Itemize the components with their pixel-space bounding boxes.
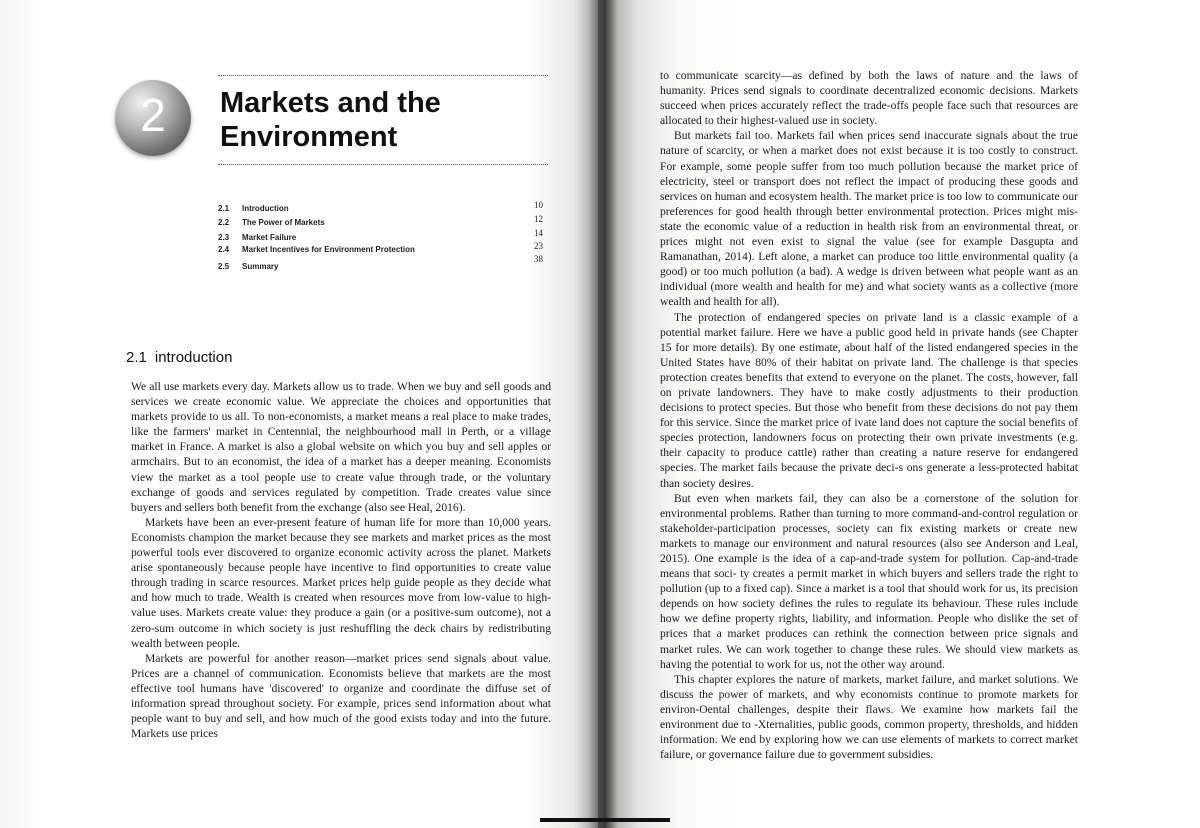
toc-num: 2.4 bbox=[218, 245, 230, 254]
paragraph: The protection of endangered species on private land is a classic example of a potential market failure. Here we have a public good held in private hands (see Chapter 15 for more details). By one estimate, about half of the listed endangered species in the United States have 80% of their habitat on private land. The challenge is that species protection creates benefits that extend to everyone on the planet. The costs, however, fall on private landowners. They have to make costly adjustments to their production decisions to protect species. But those who benefit from these decisions do not pay them for this service. Since the market price of ivate land does not capture the social benefits of species protection, landowners focus on protecting their own private investments (e.g. their capacity to produce cattle) rather than creating a nature reserve for endangered species. The market fails because the private deci-s ons generate a less-protected habitat than society desires. bbox=[660, 310, 1078, 490]
toc-row[interactable] bbox=[218, 214, 548, 230]
toc-num: 2.3 bbox=[218, 233, 230, 242]
title-rule-bottom bbox=[218, 164, 548, 165]
paragraph: But even when markets fail, they can also be a cornerstone of the solution for environmental problems. Rather than turning to more command-and-control regulation or stakeholder-participation processes, society can fix existing markets or create new markets to manage our environment and natural resources (also see Anderson and Leal, 2015). One example is the idea of a cap-and-trade system for pollution. Cap-and-trade means that soci- ty creates a permit market in which buyers and sellers trade the right to pollution (up to a fixed cap). Since a market is a tool that should work for us, its precision depends on how society defines the rules to regulate its behaviour. These rules include how we define property rights, liability, and information. People who dislike the set of prices that a market produces can rethink the connection between price signals and market rules. We can work together to change these rules. We should view markets as having the potential to work for us, not the other way around. bbox=[660, 491, 1078, 671]
paragraph: We all use markets every day. Markets allow us to trade. When we buy and sell goods and services we create economic value. We appreciate the choices and opportunities that markets provide to us all. To non-economists, a market means a real place to make trades, like the farmers' market in Centennial, the neighbourhood mall in Perth, or a village market in France. A market is also a global website on which you buy and sell apples or armchairs. But to an economist, the idea of a market has a deeper meaning. Economists view the market as a tool people use to create value through trade, or the voluntary exchange of goods and services regulated by competition. Trade creates value since buyers and sellers both benefit from the exchange (also see Heal, 2016). bbox=[131, 380, 551, 514]
page-edge-mark bbox=[540, 818, 670, 822]
book-gutter bbox=[588, 0, 618, 828]
toc-page: 12 bbox=[534, 214, 543, 224]
toc-num: 2.2 bbox=[218, 218, 230, 227]
toc-page: 14 bbox=[534, 228, 543, 238]
section-title: introduction bbox=[154, 349, 233, 366]
toc-page: 38 bbox=[534, 254, 543, 264]
chapter-title-line1: Markets and the bbox=[220, 87, 441, 119]
chapter-number-badge bbox=[115, 80, 191, 156]
toc-page: 23 bbox=[534, 241, 543, 251]
toc-page: 10 bbox=[534, 200, 543, 210]
toc-title: Market Incentives for Environment Protection bbox=[242, 245, 415, 254]
toc-row[interactable] bbox=[218, 254, 548, 274]
toc-row[interactable] bbox=[218, 228, 548, 245]
section-heading bbox=[126, 349, 232, 366]
left-body-text bbox=[131, 379, 551, 741]
paragraph: Markets have been an ever-present feature of human life for more than 10,000 years. Economists champion the market because they see markets and market prices as the most powerful tools ever discovered to organize economic activity across the planet. Markets arise spontaneously because people have incentive to find opportunities to create value through trading in scarce resources. Market prices help guide people as they decide what and how much to trade. Wealth is created when resources move from low-value to high-value uses. Markets create value: they produce a gain (or a positive-sum outcome), not a zero-sum outcome in which society is just reshuffling the deck chairs by redistributing wealth between people. bbox=[131, 515, 551, 650]
title-rule-top bbox=[218, 75, 548, 76]
right-body-text bbox=[660, 68, 1078, 762]
chapter-title bbox=[220, 86, 540, 154]
paragraph: Markets are powerful for another reason—market prices send signals about value. Prices are a channel of communication. Economists believe that markets are the most effective tool humans have 'discovered' to organize and coordinate the diffuse set of information spread throughout society. For example, prices send information about what people want to buy and sell, and how much of the good exists today and into the future. Markets use prices bbox=[131, 651, 551, 741]
paragraph: But markets fail too. Markets fail when prices send inaccurate signals about the true nature of scarcity, or when a market does not exist because it is too costly to construct. For example, some people suffer from too much pollution because the market price of electricity, steel or transport does not reflect the impact of producing these goods and services on human and ecosystem health. The market price is too low to communicate our preferences for good health through better environmental protection. Prices might mis-state the economic value of a reduction in health risk from an environmental threat, or prices might not even exist to signal the value (see for example Dasgupta and Ramanathan, 2014). Left alone, a market can produce too little environmental quality (a good) or too much pollution (a bad). A wedge is driven between what people want as an individual (more wealth and health for me) and what society wants as a collective (more wealth and health for all). bbox=[660, 129, 1078, 309]
toc-title: Introduction bbox=[242, 204, 289, 213]
toc-row[interactable] bbox=[218, 200, 548, 216]
section-number: 2.1 bbox=[126, 349, 147, 366]
toc-num: 2.1 bbox=[218, 204, 230, 213]
chapter-title-line2: Environment bbox=[220, 121, 398, 153]
toc-num: 2.5 bbox=[218, 262, 230, 271]
toc-row[interactable] bbox=[218, 241, 548, 257]
paragraph: This chapter explores the nature of markets, market failure, and market solutions. We discuss the power of markets, and why economists continue to promote markets for environ-Oental challenges, despite their flaws. We examine how markets fail the environment due to -Xternalities, public goods, common property, thresholds, and hidden information. We end by exploring how we can use elements of markets to correct market failure, or governance failure due to government subsidies. bbox=[660, 672, 1078, 762]
paragraph: to communicate scarcity—as defined by both the laws of nature and the laws of humanity. Prices send signals to coordinate decentralized economic decisions. Markets succeed when prices accurately reflect the trade-offs people face such that resources are allocated to their highest-valued use in society. bbox=[660, 69, 1078, 128]
toc-title: Summary bbox=[242, 262, 279, 271]
toc-title: Market Failure bbox=[242, 233, 297, 242]
toc-title: The Power of Markets bbox=[242, 218, 325, 227]
chapter-number: 2 bbox=[140, 89, 166, 141]
